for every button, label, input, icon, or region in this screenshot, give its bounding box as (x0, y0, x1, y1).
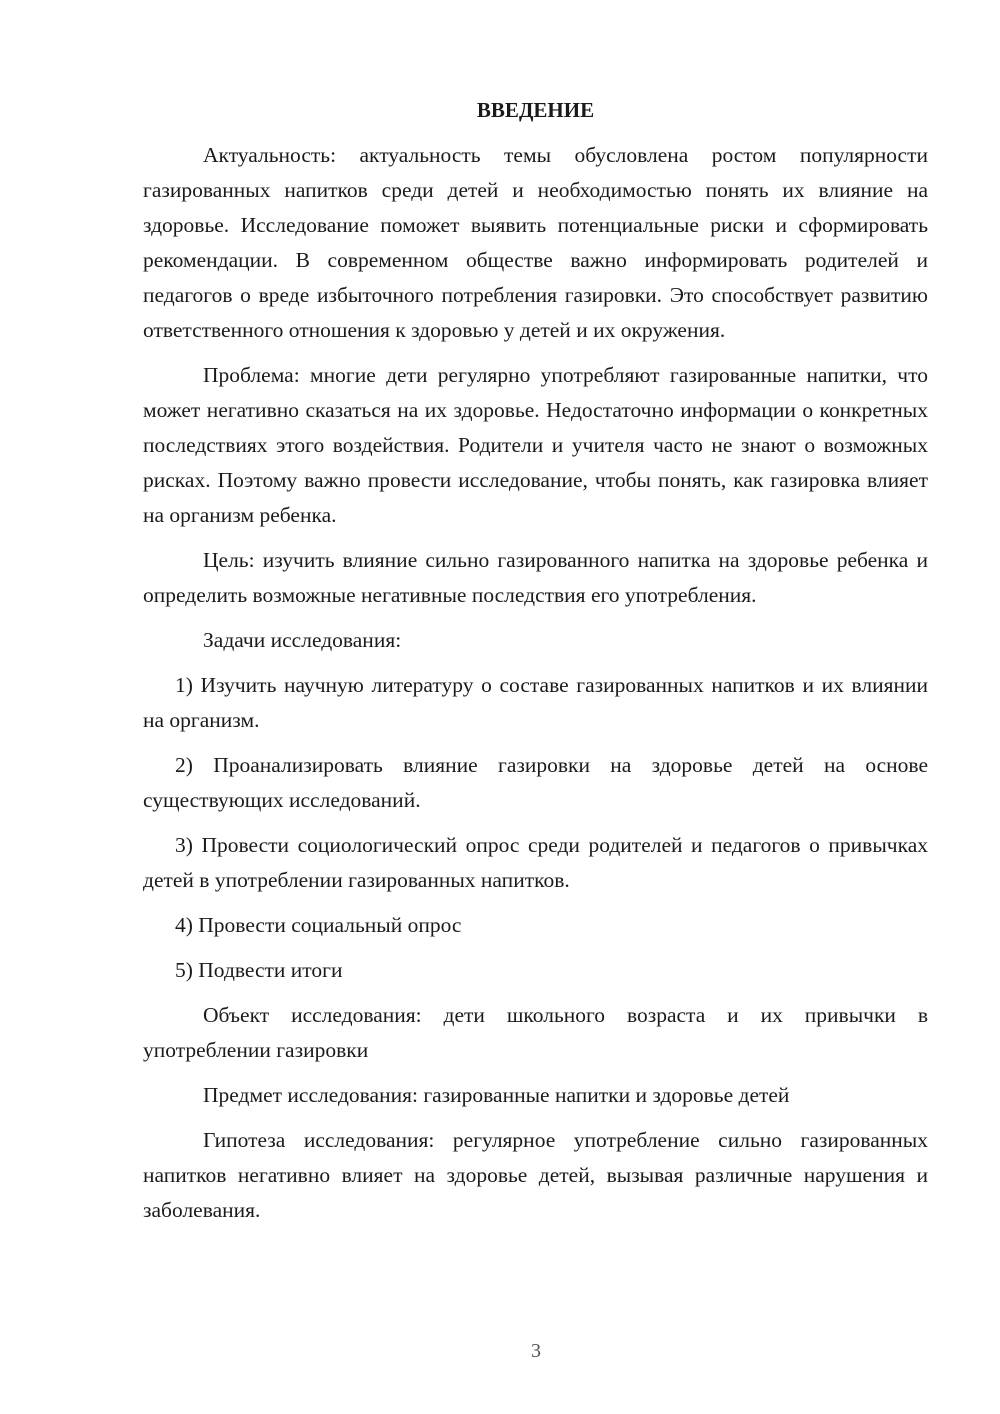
task-item: 1) Изучить научную литературу о составе газированных напитков и их влиянии на организм. (143, 673, 928, 732)
page-number: 3 (531, 1340, 541, 1362)
goal-paragraph: Цель: изучить влияние сильно газированного напитка на здоровье ребенка и определить возможные негативные последствия его употребления. (143, 548, 928, 607)
task-item: 5) Подвести итоги (175, 958, 343, 982)
page-content (143, 92, 928, 1238)
subject-paragraph: Предмет исследования: газированные напитки и здоровье детей (203, 1083, 790, 1107)
task-item: 4) Провести социальный опрос (175, 913, 462, 937)
section-heading: ВВЕДЕНИЕ (476, 98, 595, 122)
problem-paragraph: Проблема: многие дети регулярно употребляют газированные напитки, что может негативно сказаться на их здоровье. Недостаточно информации о конкретных последствиях этого воздействия. Родители и учителя часто не знают о возможных рисках. Поэтому важно провести исследование, чтобы понять, как газировка влияет на организм ребенка. (143, 363, 928, 527)
hypothesis-paragraph: Гипотеза исследования: регулярное употребление сильно газированных напитков негативно влияет на здоровье детей, вызывая различные нарушения и заболевания. (143, 1128, 928, 1222)
task-item: 2) Проанализировать влияние газировки на здоровье детей на основе существующих исследований. (143, 753, 928, 812)
task-item: 3) Провести социологический опрос среди родителей и педагогов о привычках детей в употреблении газированных напитков. (143, 833, 928, 892)
object-paragraph: Объект исследования: дети школьного возраста и их привычки в употреблении газировки (143, 1003, 928, 1062)
relevance-paragraph: Актуальность: актуальность темы обусловлена ростом популярности газированных напитков среди детей и необходимостью понять их влияние на здоровье. Исследование поможет выявить потенциальные риски и сформировать рекомендации. В современном обществе важно информировать родителей и педагогов о вреде избыточного потребления газировки. Это способствует развитию ответственного отношения к здоровью у детей и их окружения. (143, 143, 928, 342)
tasks-title: Задачи исследования: (203, 628, 402, 652)
